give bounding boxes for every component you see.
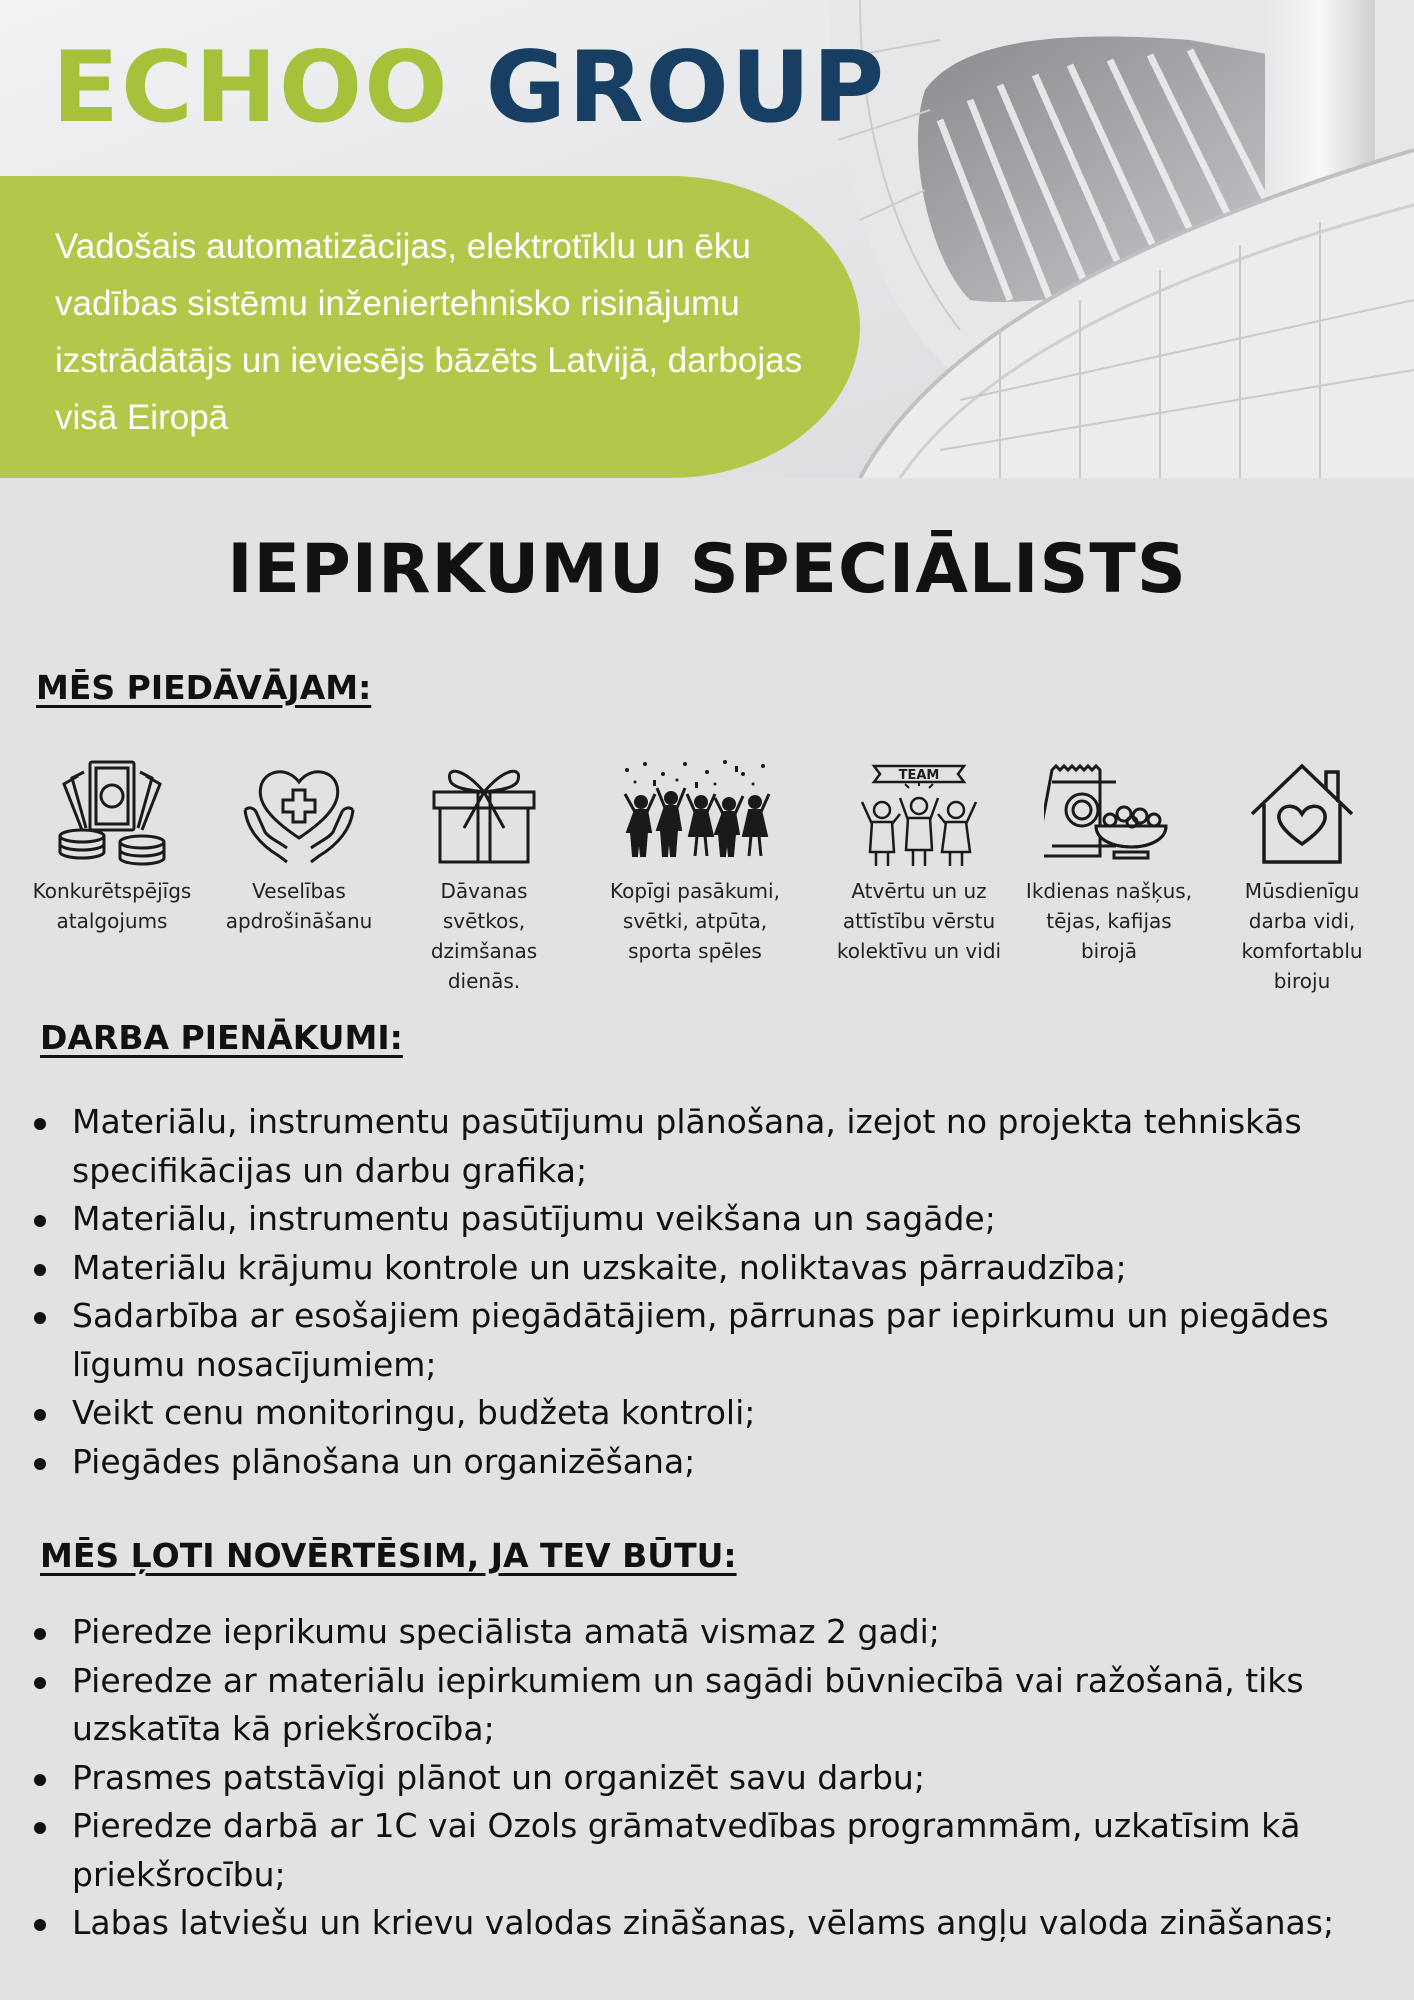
benefit-label: Atvērtu un uz attīstību vērstu kolektīvu un vidi [836, 879, 1002, 963]
benefit-item [592, 758, 798, 966]
tagline-banner [0, 176, 860, 478]
benefit-item [1022, 758, 1196, 966]
tagline-text: Vadošais automatizācijas, elektrotīklu un ēku vadības sistēmu inženiertehnisko risinājumu izstrādātājs un ieviesējs bāzēts Latvijā, darbojas visā Eiropā [55, 227, 803, 437]
header-banner [0, 0, 1414, 478]
health-insurance-icon [239, 758, 359, 868]
duties-heading: DARBA PIENĀKUMI: [40, 1018, 403, 1057]
requirements-heading: MĒS ĻOTI NOVĒRTĒSIM, JA TEV BŪTU: [40, 1536, 737, 1575]
list-item-text: Labas latviešu un krievu valodas zināšanas, vēlams angļu valoda zināšanas; [72, 1903, 1335, 1942]
job-title: IEPIRKUMU SPECIĀLISTS [227, 530, 1187, 609]
bullet-icon [34, 1919, 46, 1931]
list-item [28, 1389, 1398, 1438]
logo-group: GROUP [485, 31, 887, 145]
snacks-icon [1044, 758, 1174, 868]
home-heart-icon [1242, 758, 1362, 868]
list-item [28, 1292, 1398, 1389]
team-badge: TEAM [898, 768, 940, 783]
list-item-text: Prasmes patstāvīgi plānot un organizēt savu darbu; [72, 1757, 925, 1797]
list-item-text: Veikt cenu monitoringu, budžeta kontroli; [72, 1393, 756, 1432]
list-item [28, 1098, 1398, 1195]
bullet-icon [34, 1458, 46, 1470]
bullet-icon [34, 1628, 46, 1640]
list-item-text: Materiālu krājumu kontrole un uzskaite, noliktavas pārraudzība; [72, 1247, 1127, 1287]
logo-echoo: ECHOO [52, 31, 450, 145]
team-icon [854, 758, 984, 868]
gift-icon [424, 758, 544, 868]
benefit-label: Konkurētspējīgs atalgojums [32, 879, 192, 933]
benefit-item [12, 758, 212, 936]
list-item [28, 1608, 1398, 1657]
list-item [28, 1195, 1398, 1244]
money-icon [52, 758, 172, 868]
benefit-item [1222, 758, 1382, 996]
bullet-icon [34, 1264, 46, 1276]
list-item-text: Pieredze ieprikumu speciālista amatā vismaz 2 gadi; [72, 1612, 940, 1651]
benefit-item [212, 758, 386, 936]
benefit-label: Kopīgi pasākumi, svētki, atpūta, sporta spēles [610, 879, 780, 963]
bullet-icon [34, 1774, 46, 1786]
list-item-text: Pieredze ar materiālu iepirkumiem un sagādi būvniecībā vai ražošanā, tiks uzskatīta kā priekšrocība; [72, 1660, 1304, 1748]
offer-heading: MĒS PIEDĀVĀJAM: [36, 668, 372, 707]
list-item [28, 1438, 1398, 1487]
list-item [28, 1899, 1398, 1948]
list-item-text: Materiālu, instrumentu pasūtījumu veikšana un sagāde; [72, 1199, 996, 1238]
bullet-icon [34, 1118, 46, 1130]
list-item [28, 1244, 1398, 1293]
list-item-text: Materiālu, instrumentu pasūtījumu plānošana, izejot no projekta tehniskās specifikācijas un darbu grafika; [72, 1102, 1302, 1190]
company-logo [52, 28, 886, 148]
list-item [28, 1754, 1398, 1803]
list-item-text: Sadarbība ar esošajiem piegādātājiem, pārrunas par iepirkumu un piegādes līgumu nosacījumiem; [72, 1296, 1329, 1384]
bullet-icon [34, 1677, 46, 1689]
bullet-icon [34, 1312, 46, 1324]
list-item-text: Piegādes plānošana un organizēšana; [72, 1441, 696, 1481]
benefit-item [400, 758, 568, 996]
duties-list [28, 1098, 1398, 1486]
benefit-item [826, 758, 1012, 966]
benefit-label: Dāvanas svētkos, dzimšanas dienās. [430, 879, 538, 993]
benefit-label: Ikdienas našķus, tējas, kafijas birojā [1025, 879, 1193, 963]
list-item [28, 1802, 1398, 1899]
benefit-label: Veselības apdrošināšanu [225, 879, 373, 933]
requirements-list [28, 1608, 1398, 1948]
benefit-label: Mūsdienīgu darba vidi, komfortablu biroju [1241, 879, 1363, 993]
bullet-icon [34, 1409, 46, 1421]
celebration-icon [615, 758, 775, 868]
bullet-icon [34, 1822, 46, 1834]
list-item-text: Pieredze darbā ar 1C vai Ozols grāmatvedības programmām, uzkatīsim kā priekšrocību; [72, 1806, 1301, 1894]
bullet-icon [34, 1215, 46, 1227]
list-item [28, 1657, 1398, 1754]
